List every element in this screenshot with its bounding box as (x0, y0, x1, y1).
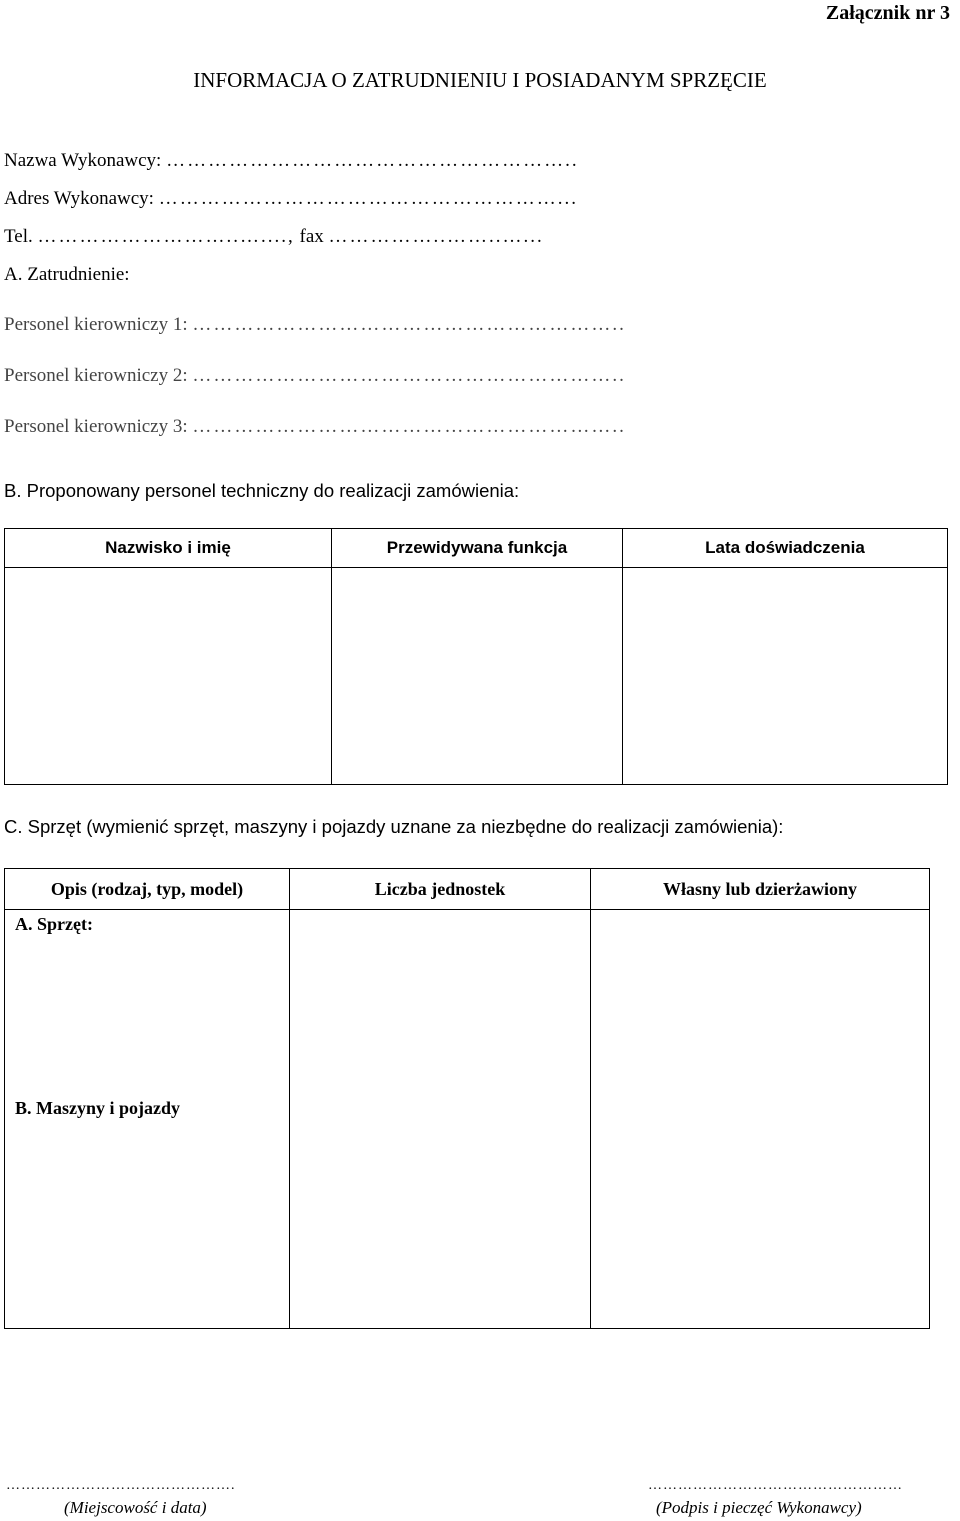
section-c-heading: C. Sprzęt (wymienić sprzęt, maszyny i pojazdy uznane za niezbędne do realizacji zamówienia): (4, 816, 784, 837)
signature-field[interactable]: …………………………………………… (648, 1478, 903, 1493)
attachment-number: Załącznik nr 3 (825, 2, 950, 24)
document-title: INFORMACJA O ZATRUDNIENIU I POSIADANYM SPRZĘCIE (193, 68, 767, 92)
table-header-row (5, 869, 930, 910)
personnel-label-3: Personel kierowniczy 3: (4, 416, 188, 437)
quantity-cell[interactable] (290, 910, 591, 1329)
table-header-row (5, 529, 948, 568)
equipment-table (4, 868, 930, 1329)
personnel-line-3 (4, 416, 626, 438)
personnel-field-3[interactable]: …………………………………………………….. (192, 416, 626, 437)
personnel-line-1 (4, 314, 626, 336)
description-cell[interactable] (5, 910, 290, 1329)
column-header-quantity: Liczba jednostek (290, 869, 591, 910)
contractor-contact-line (4, 226, 544, 248)
function-cell[interactable] (332, 568, 623, 785)
personnel-field-1[interactable]: …………………………………………………….. (192, 314, 626, 335)
machines-vehicles-subheading: B. Maszyny i pojazdy (15, 1098, 181, 1118)
signature-label: (Podpis i pieczęć Wykonawcy) (656, 1498, 862, 1517)
experience-cell[interactable] (623, 568, 948, 785)
technical-personnel-table (4, 528, 948, 785)
column-header-function: Przewidywana funkcja (332, 529, 623, 568)
tel-label: Tel. (4, 226, 33, 247)
column-header-experience: Lata doświadczenia (623, 529, 948, 568)
place-date-field[interactable]: ………………………………………. (6, 1478, 236, 1493)
column-header-description: Opis (rodzaj, typ, model) (5, 869, 290, 910)
contractor-name-label: Nazwa Wykonawcy: (4, 150, 162, 171)
column-header-ownership: Własny lub dzierżawiony (591, 869, 930, 910)
contractor-name-field[interactable]: ………………………………………………….. (166, 150, 579, 171)
table-row (5, 910, 930, 1329)
equipment-subheading: A. Sprzęt: (15, 914, 93, 934)
column-header-name: Nazwisko i imię (5, 529, 332, 568)
fax-label: fax (299, 226, 324, 247)
tel-field[interactable]: ………………………..…...., (37, 226, 295, 247)
section-a-heading: A. Zatrudnienie: (4, 264, 130, 285)
contractor-address-field[interactable]: …………………………………………………... (158, 188, 578, 209)
personnel-label-2: Personel kierowniczy 2: (4, 365, 188, 386)
contractor-name-line (4, 150, 579, 172)
fax-field[interactable]: ……………..……..…... (328, 226, 544, 247)
contractor-address-label: Adres Wykonawcy: (4, 188, 154, 209)
table-row (5, 568, 948, 785)
name-cell[interactable] (5, 568, 332, 785)
personnel-field-2[interactable]: …………………………………………………….. (192, 365, 626, 386)
contractor-address-line (4, 188, 578, 210)
personnel-label-1: Personel kierowniczy 1: (4, 314, 188, 335)
personnel-line-2 (4, 365, 626, 387)
section-b-heading: B. Proponowany personel techniczny do realizacji zamówienia: (4, 480, 520, 501)
ownership-cell[interactable] (591, 910, 930, 1329)
place-date-label: (Miejscowość i data) (64, 1498, 207, 1517)
